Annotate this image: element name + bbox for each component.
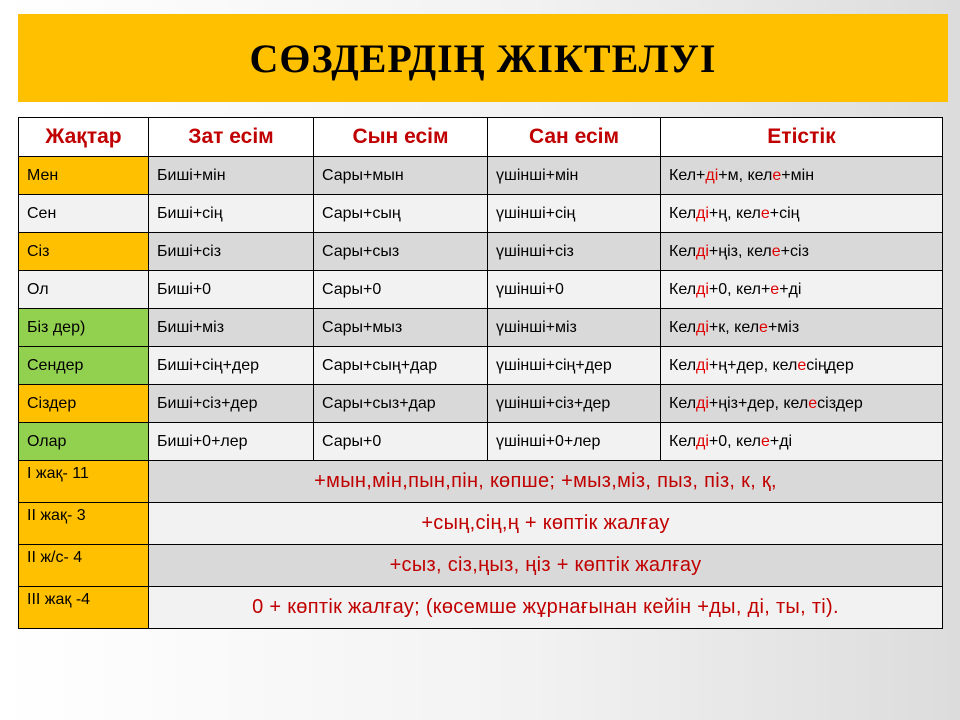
noun-cell: Биші+сіз	[149, 233, 314, 271]
verb-cell: Келді+0, кел+е+ді	[661, 271, 943, 309]
person-cell: Сендер	[19, 347, 149, 385]
suffix-row	[19, 461, 943, 503]
header-noun: Зат есім	[149, 118, 314, 157]
table-row	[19, 157, 943, 195]
table-row	[19, 385, 943, 423]
noun-cell: Биші+0+лер	[149, 423, 314, 461]
numeral-cell: үшінші+сіз	[488, 233, 661, 271]
suffix-text-cell: 0 + көптік жалғау; (көсемше жұрнағынан кейін +ды, ді, ты, ті).	[149, 587, 943, 629]
adjective-cell: Сары+мын	[314, 157, 488, 195]
table-row	[19, 347, 943, 385]
header-person: Жақтар	[19, 118, 149, 157]
adjective-cell: Сары+0	[314, 271, 488, 309]
verb-cell: Келді+0, келе+ді	[661, 423, 943, 461]
numeral-cell: үшінші+міз	[488, 309, 661, 347]
numeral-cell: үшінші+сіз+дер	[488, 385, 661, 423]
suffix-person-cell: ІІ ж/с- 4	[19, 545, 149, 587]
adjective-cell: Сары+мыз	[314, 309, 488, 347]
table-row	[19, 195, 943, 233]
numeral-cell: үшінші+мін	[488, 157, 661, 195]
verb-cell: Келді+ңіз+дер, келесіздер	[661, 385, 943, 423]
person-cell: Мен	[19, 157, 149, 195]
verb-cell: Кел+ді+м, келе+мін	[661, 157, 943, 195]
header-row	[19, 118, 943, 157]
noun-cell: Биші+мін	[149, 157, 314, 195]
verb-cell: Келді+ң+дер, келесіңдер	[661, 347, 943, 385]
person-cell: Біз дер)	[19, 309, 149, 347]
suffix-text-cell: +сың,сің,ң + көптік жалғау	[149, 503, 943, 545]
person-cell: Сіз	[19, 233, 149, 271]
numeral-cell: үшінші+0+лер	[488, 423, 661, 461]
adjective-cell: Сары+сың	[314, 195, 488, 233]
noun-cell: Биші+сіз+дер	[149, 385, 314, 423]
suffix-person-cell: ІІ жақ- 3	[19, 503, 149, 545]
title-banner	[18, 14, 948, 102]
header-adjective: Сын есім	[314, 118, 488, 157]
suffix-row	[19, 503, 943, 545]
person-cell: Сен	[19, 195, 149, 233]
numeral-cell: үшінші+сің	[488, 195, 661, 233]
verb-cell: Келді+к, келе+міз	[661, 309, 943, 347]
noun-cell: Биші+0	[149, 271, 314, 309]
page-title: СӨЗДЕРДІҢ ЖІКТЕЛУІ	[249, 35, 717, 81]
verb-cell: Келді+ңіз, келе+сіз	[661, 233, 943, 271]
verb-cell: Келді+ң, келе+сің	[661, 195, 943, 233]
header-verb: Етістік	[661, 118, 943, 157]
suffix-person-cell: І жақ- 11	[19, 461, 149, 503]
numeral-cell: үшінші+сің+дер	[488, 347, 661, 385]
table-row	[19, 271, 943, 309]
adjective-cell: Сары+0	[314, 423, 488, 461]
header-numeral: Сан есім	[488, 118, 661, 157]
noun-cell: Биші+міз	[149, 309, 314, 347]
table-row	[19, 309, 943, 347]
adjective-cell: Сары+сыз	[314, 233, 488, 271]
person-cell: Олар	[19, 423, 149, 461]
suffix-person-cell: ІІІ жақ -4	[19, 587, 149, 629]
noun-cell: Биші+сің	[149, 195, 314, 233]
suffix-text-cell: +мын,мін,пын,пін, көпше; +мыз,міз, пыз, піз, к, қ,	[149, 461, 943, 503]
adjective-cell: Сары+сың+дар	[314, 347, 488, 385]
conjugation-table	[18, 117, 943, 629]
suffix-row	[19, 545, 943, 587]
adjective-cell: Сары+сыз+дар	[314, 385, 488, 423]
table-row	[19, 233, 943, 271]
suffix-text-cell: +сыз, сіз,ңыз, ңіз + көптік жалғау	[149, 545, 943, 587]
numeral-cell: үшінші+0	[488, 271, 661, 309]
person-cell: Ол	[19, 271, 149, 309]
noun-cell: Биші+сің+дер	[149, 347, 314, 385]
person-cell: Сіздер	[19, 385, 149, 423]
table-row	[19, 423, 943, 461]
suffix-row	[19, 587, 943, 629]
